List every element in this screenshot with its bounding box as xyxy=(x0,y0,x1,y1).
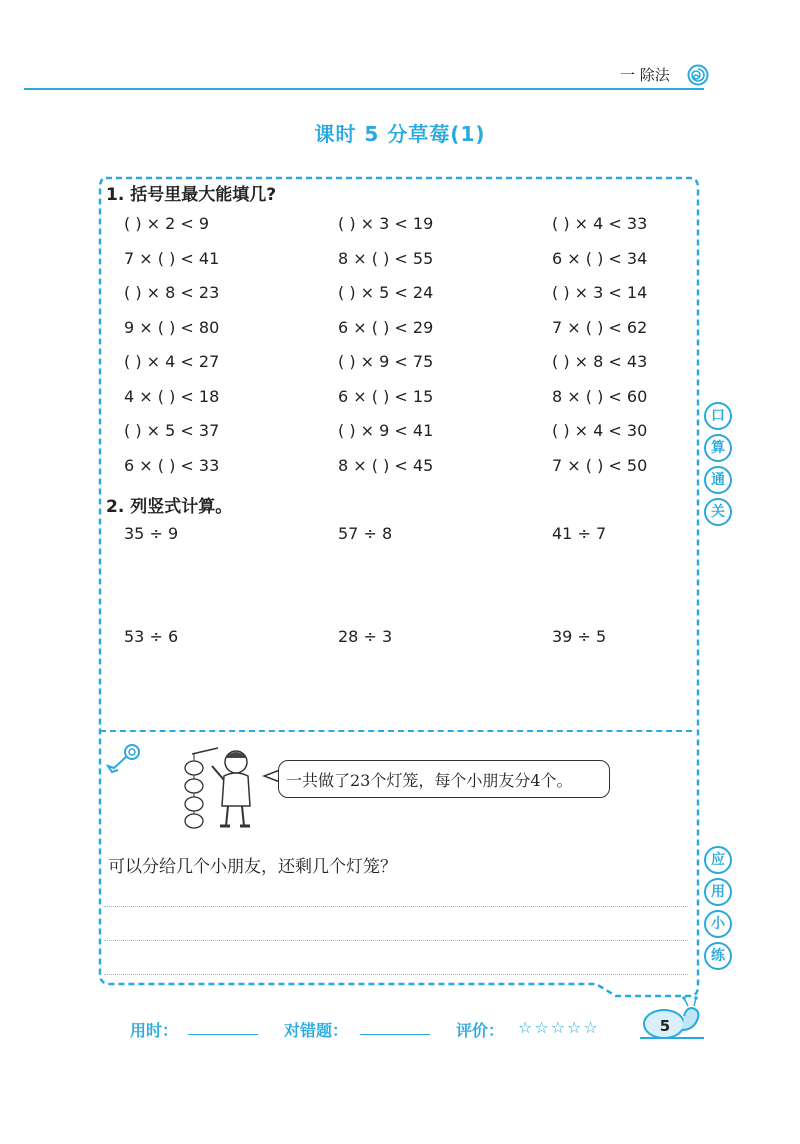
chapter-title: 一 除法 xyxy=(620,66,670,84)
equation: 8 × ( ) < 45 xyxy=(338,456,434,475)
child-with-lanterns-illustration xyxy=(178,742,268,834)
equation: ( ) × 8 < 43 xyxy=(552,352,648,371)
errors-label: 对错题： xyxy=(284,1021,349,1040)
equation: ( ) × 3 < 14 xyxy=(552,283,648,302)
equation: ( ) × 3 < 19 xyxy=(338,214,434,233)
equation: 7 × ( ) < 62 xyxy=(552,318,648,337)
time-blank xyxy=(188,1034,258,1035)
errors-blank xyxy=(360,1034,430,1035)
side-tab-char: 练 xyxy=(704,942,732,970)
side-tab-char: 应 xyxy=(704,846,732,874)
rating-label: 评价： xyxy=(456,1021,505,1040)
division-problem: 41 ÷ 7 xyxy=(552,524,607,543)
section2-title: 2. 列竖式计算。 xyxy=(106,497,233,517)
equation: 6 × ( ) < 34 xyxy=(552,249,648,268)
equation: 6 × ( ) < 29 xyxy=(338,318,434,337)
equation: ( ) × 4 < 27 xyxy=(124,352,220,371)
equation: 8 × ( ) < 55 xyxy=(338,249,434,268)
equation: 7 × ( ) < 41 xyxy=(124,249,220,268)
equation: 9 × ( ) < 80 xyxy=(124,318,220,337)
division-problem: 53 ÷ 6 xyxy=(124,627,179,646)
header-rule xyxy=(24,88,704,90)
equation: ( ) × 5 < 24 xyxy=(338,283,434,302)
side-tab-char: 关 xyxy=(704,498,732,526)
division-problem: 57 ÷ 8 xyxy=(338,524,393,543)
equation: ( ) × 9 < 41 xyxy=(338,421,434,440)
section1-title: 1. 括号里最大能填几? xyxy=(106,185,277,205)
magnifier-badge-icon xyxy=(104,742,142,776)
equation: ( ) × 2 < 9 xyxy=(124,214,210,233)
equation: ( ) × 4 < 30 xyxy=(552,421,648,440)
answer-line xyxy=(104,974,688,975)
side-tab-char: 用 xyxy=(704,878,732,906)
side-tab-char: 口 xyxy=(704,402,732,430)
section-divider xyxy=(100,730,692,732)
equation: 6 × ( ) < 15 xyxy=(338,387,434,406)
equation: ( ) × 9 < 75 xyxy=(338,352,434,371)
answer-line xyxy=(104,906,688,907)
time-label: 用时： xyxy=(130,1021,179,1040)
side-tab-char: 小 xyxy=(704,910,732,938)
equation: 7 × ( ) < 50 xyxy=(552,456,648,475)
answer-line xyxy=(104,940,688,941)
division-problem: 35 ÷ 9 xyxy=(124,524,179,543)
page-number: 5 xyxy=(659,1017,671,1035)
side-tab-char: 通 xyxy=(704,466,732,494)
division-problem: 28 ÷ 3 xyxy=(338,627,393,646)
equation: ( ) × 5 < 37 xyxy=(124,421,220,440)
equation: 6 × ( ) < 33 xyxy=(124,456,220,475)
speech-text: 一共做了23个灯笼，每个小朋友分4个。 xyxy=(286,771,573,790)
equation: 8 × ( ) < 60 xyxy=(552,387,648,406)
rating-stars: ☆☆☆☆☆ xyxy=(518,1018,600,1037)
side-tab-char: 算 xyxy=(704,434,732,462)
equation: 4 × ( ) < 18 xyxy=(124,387,220,406)
lesson-title: 课时 5 分草莓(1) xyxy=(314,122,486,146)
word-problem-question: 可以分给几个小朋友，还剩几个灯笼？ xyxy=(108,857,397,877)
division-problem: 39 ÷ 5 xyxy=(552,627,607,646)
equation: ( ) × 8 < 23 xyxy=(124,283,220,302)
equation: ( ) × 4 < 33 xyxy=(552,214,648,233)
swirl-icon xyxy=(687,64,709,86)
